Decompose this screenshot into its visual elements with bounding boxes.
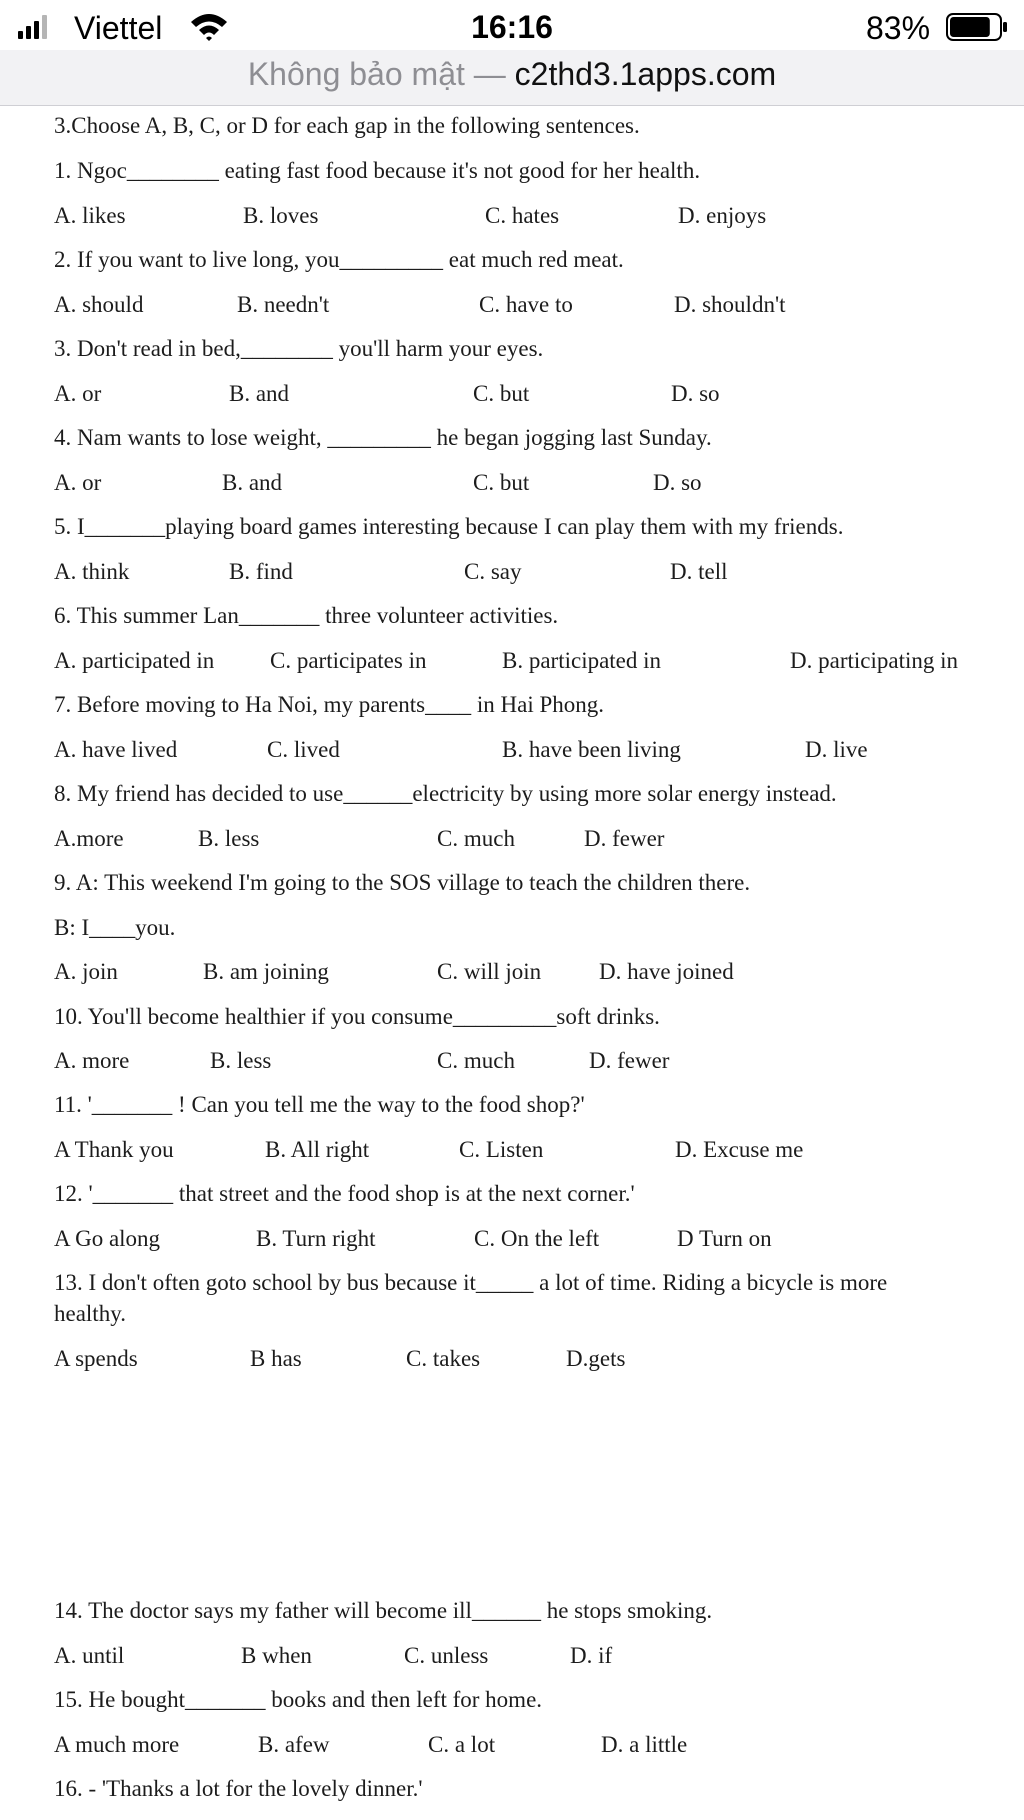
answer-option: D. live: [805, 737, 868, 762]
answer-option: D. Excuse me: [675, 1137, 804, 1162]
answer-option: A.more: [54, 826, 124, 851]
answer-option: D Turn on: [677, 1226, 772, 1251]
answer-option: D. have joined: [599, 959, 734, 984]
answer-option: B. afew: [258, 1732, 330, 1757]
security-warning-label: Không bảo mật —: [247, 56, 506, 92]
answer-option: B has: [250, 1346, 302, 1371]
answer-option: B. and: [222, 470, 283, 495]
question-text: 13. I don't often goto school by bus because it_____ a lot of time. Riding a bicycle is more: [54, 1270, 888, 1295]
address-bar[interactable]: [0, 50, 1024, 106]
answer-option: B. and: [229, 381, 290, 406]
answer-option: A Thank you: [54, 1137, 174, 1162]
answer-option: A. join: [54, 959, 118, 984]
answer-option: D. tell: [670, 559, 728, 584]
answer-option: D. if: [570, 1643, 613, 1668]
question-text: 11. '_______ ! Can you tell me the way to the food shop?': [54, 1092, 585, 1117]
status-bar: [0, 0, 1024, 50]
answer-option: A. have lived: [54, 737, 178, 762]
answer-option: A. more: [54, 1048, 130, 1073]
answer-option: A. or: [54, 381, 102, 406]
question-text: 10. You'll become healthier if you consume_________soft drinks.: [54, 1004, 660, 1029]
carrier-name: Viettel: [74, 10, 163, 46]
answer-option: C. say: [464, 559, 522, 584]
answer-option: B. have been living: [502, 737, 681, 762]
answer-option: C. a lot: [428, 1732, 496, 1757]
question-text: 16. - 'Thanks a lot for the lovely dinner.': [54, 1776, 423, 1801]
answer-option: D. shouldn't: [674, 292, 786, 317]
answer-option: C. Listen: [459, 1137, 544, 1162]
question-text: 3. Don't read in bed,________ you'll harm your eyes.: [54, 336, 544, 361]
question-text: 2. If you want to live long, you_________ eat much red meat.: [54, 247, 624, 272]
question-text: 9. A: This weekend I'm going to the SOS village to teach the children there.: [54, 870, 751, 895]
answer-option: A. or: [54, 470, 102, 495]
clock: 16:16: [471, 9, 553, 45]
answer-option: C. much: [437, 1048, 515, 1073]
answer-option: C. much: [437, 826, 515, 851]
answer-option: A Go along: [54, 1226, 161, 1251]
url-domain[interactable]: c2thd3.1apps.com: [514, 56, 777, 92]
answer-option: B. All right: [265, 1137, 370, 1162]
question-text-continued: B: I____you.: [54, 915, 176, 940]
question-text: 6. This summer Lan_______ three volunteer activities.: [54, 603, 559, 628]
answer-option: C. participates in: [270, 648, 427, 673]
answer-option: A. should: [54, 292, 144, 317]
answer-option: A. participated in: [54, 648, 215, 673]
battery-icon: [946, 13, 1008, 41]
answer-option: D. participating in: [790, 648, 958, 673]
worksheet-heading: 3.Choose A, B, C, or D for each gap in the following sentences.: [54, 113, 640, 138]
question-text-continued: healthy.: [54, 1301, 126, 1326]
answer-option: D. so: [653, 470, 702, 495]
answer-option: B. find: [229, 559, 293, 584]
worksheet-image: [0, 106, 1024, 1820]
answer-option: B. less: [198, 826, 260, 851]
question-text: 12. '_______ that street and the food shop is at the next corner.': [54, 1181, 635, 1206]
answer-option: C. will join: [437, 959, 542, 984]
answer-option: B. needn't: [237, 292, 330, 317]
question-text: 5. I_______playing board games interesting because I can play them with my friends.: [54, 514, 844, 539]
answer-option: B. am joining: [203, 959, 329, 984]
answer-option: D. so: [671, 381, 720, 406]
answer-option: A. until: [54, 1643, 125, 1668]
question-text: 15. He bought_______ books and then left for home.: [54, 1687, 543, 1712]
answer-option: A. likes: [54, 203, 126, 228]
answer-option: B. loves: [243, 203, 319, 228]
answer-option: C. takes: [406, 1346, 481, 1371]
answer-option: C. but: [473, 381, 530, 406]
answer-option: D. enjoys: [678, 203, 767, 228]
question-text: 1. Ngoc________ eating fast food because it's not good for her health.: [54, 158, 701, 183]
answer-option: C. hates: [485, 203, 560, 228]
answer-option: B. participated in: [502, 648, 662, 673]
answer-option: B. less: [210, 1048, 272, 1073]
question-text: 7. Before moving to Ha Noi, my parents____ in Hai Phong.: [54, 692, 605, 717]
answer-option: D.gets: [566, 1346, 626, 1371]
question-text: 4. Nam wants to lose weight, _________ he began jogging last Sunday.: [54, 425, 712, 450]
answer-option: B. Turn right: [256, 1226, 376, 1251]
answer-option: C. unless: [404, 1643, 489, 1668]
answer-option: A. think: [54, 559, 130, 584]
answer-option: C. but: [473, 470, 530, 495]
answer-option: D. a little: [601, 1732, 688, 1757]
question-text: 14. The doctor says my father will become ill______ he stops smoking.: [54, 1598, 713, 1623]
answer-option: A much more: [54, 1732, 180, 1757]
answer-option: D. fewer: [584, 826, 665, 851]
answer-option: A spends: [54, 1346, 138, 1371]
question-text: 8. My friend has decided to use______electricity by using more solar energy instead.: [54, 781, 837, 806]
answer-option: C. lived: [267, 737, 340, 762]
answer-option: C. On the left: [474, 1226, 600, 1251]
answer-option: D. fewer: [589, 1048, 670, 1073]
answer-option: C. have to: [479, 292, 573, 317]
answer-option: B when: [241, 1643, 312, 1668]
battery-percentage: 83%: [866, 10, 931, 46]
battery-level-fill: [950, 17, 990, 37]
